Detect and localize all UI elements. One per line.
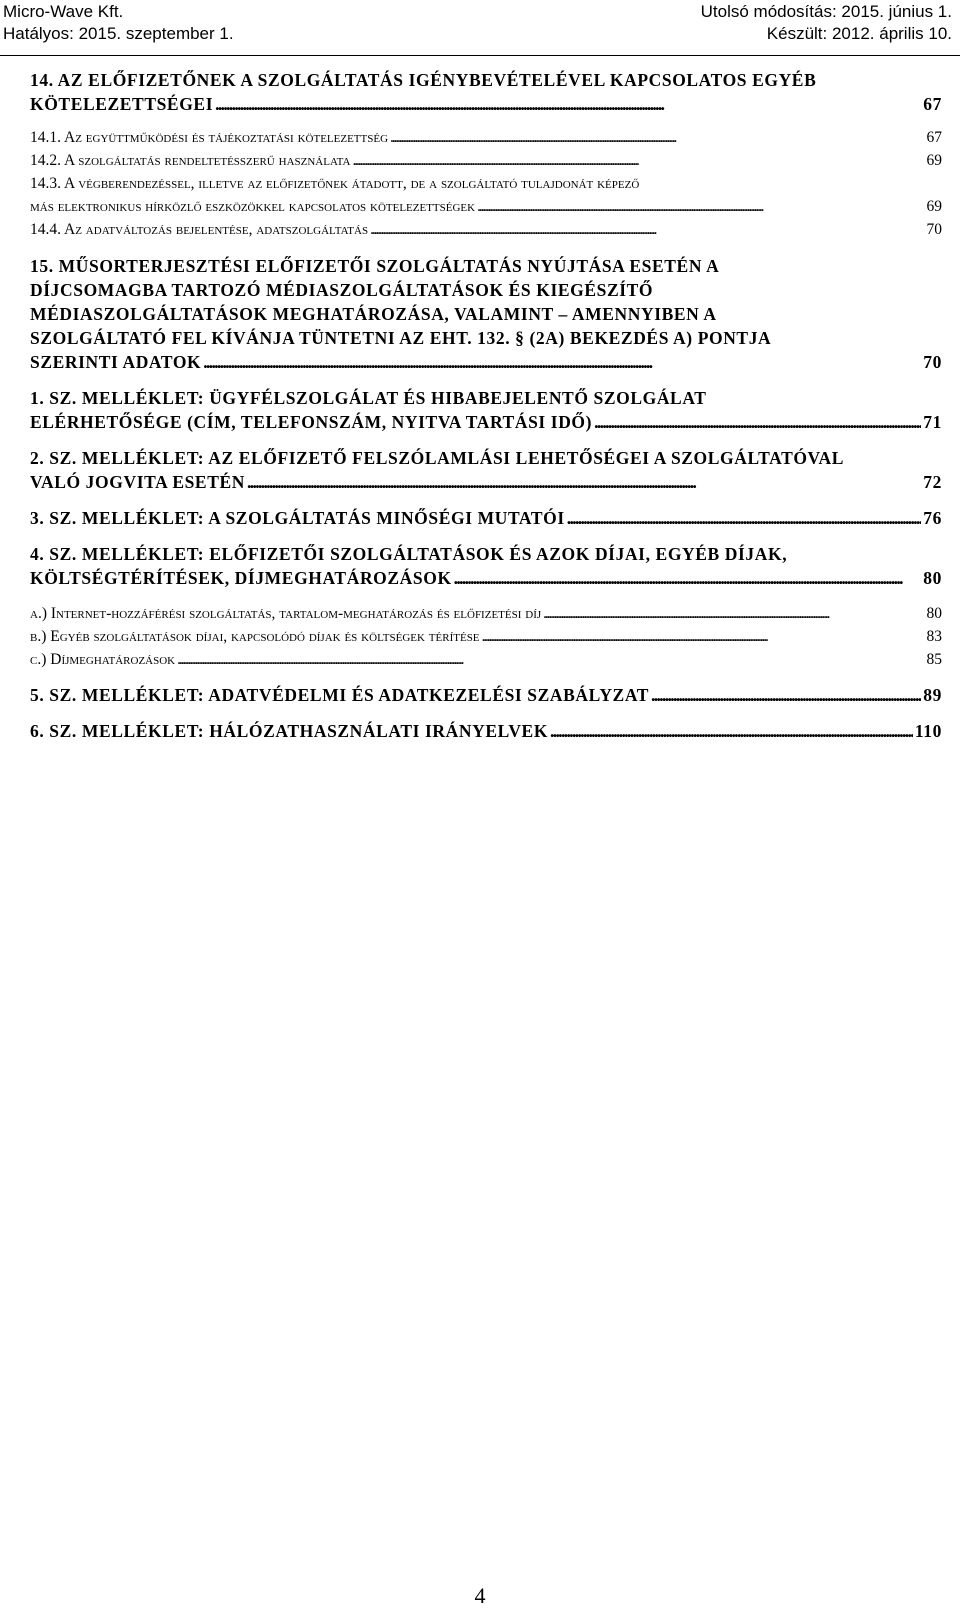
toc-page-number: 70: [923, 352, 942, 372]
toc-page-number: 72: [923, 472, 942, 492]
toc-page-number: 110: [914, 721, 942, 741]
toc-page-number: 80: [926, 605, 942, 622]
toc-entry-annex-4-a[interactable]: [30, 602, 942, 625]
toc-entry-14-2[interactable]: [30, 149, 942, 172]
leader-dots: [550, 719, 913, 743]
leader-dots: [247, 470, 921, 494]
toc-entry-text: 14.3. A végberendezéssel, illetve az előfizetőnek átadott, de a szolgáltató tulajdonát képező: [30, 175, 640, 192]
company-name: Micro-Wave Kft.: [3, 2, 124, 21]
toc-entry-annex-2[interactable]: [30, 446, 942, 494]
toc-entry-annex-4-c[interactable]: [30, 648, 942, 671]
created-date: Készült: 2012. április 10.: [766, 24, 952, 43]
leader-dots: [543, 602, 924, 625]
toc-entry-text: ELÉRHETŐSÉGE (CÍM, TELEFONSZÁM, NYITVA TARTÁSI IDŐ): [30, 412, 593, 432]
page-number: 4: [474, 1583, 486, 1608]
leader-dots: [454, 566, 922, 590]
toc-page-number: 71: [923, 412, 942, 432]
toc-entry-annex-6[interactable]: [30, 719, 942, 743]
toc-entry-annex-4-b[interactable]: [30, 625, 942, 648]
toc-page-number: 67: [923, 94, 942, 114]
toc-entry-text: MÉDIASZOLGÁLTATÁSOK MEGHATÁROZÁSA, VALAMINT – AMENNYIBEN A: [30, 304, 717, 324]
header-divider: [0, 55, 960, 56]
toc-entry-annex-1[interactable]: [30, 386, 942, 434]
leader-dots: [215, 92, 921, 116]
toc-entry-text: KÖLTSÉGTÉRÍTÉSEK, DÍJMEGHATÁROZÁSOK: [30, 568, 452, 588]
toc-entry-text: c.) Díjmeghatározások: [30, 651, 176, 668]
toc-entry-annex-3[interactable]: [30, 506, 942, 530]
toc-page-number: 70: [926, 221, 942, 238]
toc-entry-14-1[interactable]: [30, 126, 942, 149]
toc-page-number: 83: [926, 628, 942, 645]
toc-entry-14-3[interactable]: [30, 172, 942, 218]
effective-date: Hatályos: 2015. szeptember 1.: [3, 24, 234, 43]
toc-entry-text: más elektronikus hírközlő eszközökkel kapcsolatos kötelezettségek: [30, 198, 476, 215]
leader-dots: [594, 410, 921, 434]
toc-entry-annex-5[interactable]: [30, 683, 942, 707]
leader-dots: [203, 350, 921, 374]
toc-page-number: 76: [923, 508, 942, 528]
leader-dots: [477, 195, 924, 218]
toc-entry-text: 14.2. A szolgáltatás rendeltetésszerű használata: [30, 152, 351, 169]
toc-entry-text: 15. MŰSORTERJESZTÉSI ELŐFIZETŐI SZOLGÁLTATÁS NYÚJTÁSA ESETÉN A: [30, 256, 720, 276]
toc-entry-text: KÖTELEZETTSÉGEI: [30, 94, 214, 114]
toc-page-number: 69: [926, 152, 942, 169]
leader-dots: [370, 218, 924, 241]
toc-entry-14[interactable]: [30, 68, 942, 116]
toc-page-number: 85: [926, 651, 942, 668]
toc-entry-annex-4[interactable]: [30, 542, 942, 590]
leader-dots: [352, 149, 924, 172]
toc-entry-text: b.) Egyéb szolgáltatások díjai, kapcsolódó díjak és költségek térítése: [30, 628, 480, 645]
toc-page-number: 69: [926, 198, 942, 215]
toc-page-number: 67: [926, 129, 942, 146]
toc-entry-text: 14.4. Az adatváltozás bejelentése, adatszolgáltatás: [30, 221, 369, 238]
toc-entry-14-4[interactable]: [30, 218, 942, 241]
toc-entry-text: 1. SZ. MELLÉKLET: ÜGYFÉLSZOLGÁLAT ÉS HIBABEJELENTŐ SZOLGÁLAT: [30, 388, 707, 408]
toc-page-number: 89: [923, 685, 942, 705]
toc-page-number: 80: [923, 568, 942, 588]
toc-entry-text: DÍJCSOMAGBA TARTOZÓ MÉDIASZOLGÁLTATÁSOK ÉS KIEGÉSZÍTŐ: [30, 280, 654, 300]
page-header: [0, 0, 960, 60]
toc-entry-text: 14. AZ ELŐFIZETŐNEK A SZOLGÁLTATÁS IGÉNYBEVÉTELÉVEL KAPCSOLATOS EGYÉB: [30, 70, 817, 90]
toc-entry-text: VALÓ JOGVITA ESETÉN: [30, 472, 245, 492]
toc-entry-text: 6. SZ. MELLÉKLET: HÁLÓZATHASZNÁLATI IRÁNYELVEK: [30, 721, 549, 741]
leader-dots: [567, 506, 922, 530]
leader-dots: [651, 683, 921, 707]
leader-dots: [482, 625, 925, 648]
toc-entry-text: 4. SZ. MELLÉKLET: ELŐFIZETŐI SZOLGÁLTATÁSOK ÉS AZOK DÍJAI, EGYÉB DÍJAK,: [30, 544, 788, 564]
table-of-contents: [30, 68, 942, 743]
toc-entry-text: 14.1. Az együttműködési és tájékoztatási kötelezettség: [30, 129, 389, 146]
toc-entry-text: SZERINTI ADATOK: [30, 352, 202, 372]
toc-entry-text: a.) Internet-hozzáférési szolgáltatás, tartalom-meghatározás és előfizetési díj: [30, 605, 542, 622]
leader-dots: [390, 126, 924, 149]
last-modified-date: Utolsó módosítás: 2015. június 1.: [700, 2, 952, 21]
toc-entry-text: 2. SZ. MELLÉKLET: AZ ELŐFIZETŐ FELSZÓLAMLÁSI LEHETŐSÉGEI A SZOLGÁLTATÓVAL: [30, 448, 845, 468]
toc-entry-text: 3. SZ. MELLÉKLET: A SZOLGÁLTATÁS MINŐSÉGI MUTATÓI: [30, 508, 565, 528]
toc-entry-text: 5. SZ. MELLÉKLET: ADATVÉDELMI ÉS ADATKEZELÉSI SZABÁLYZAT: [30, 685, 650, 705]
toc-entry-text: SZOLGÁLTATÓ FEL KÍVÁNJA TÜNTETNI AZ EHT. 132. § (2A) BEKEZDÉS A) PONTJA: [30, 328, 772, 348]
leader-dots: [177, 648, 924, 671]
toc-entry-15[interactable]: [30, 254, 942, 374]
